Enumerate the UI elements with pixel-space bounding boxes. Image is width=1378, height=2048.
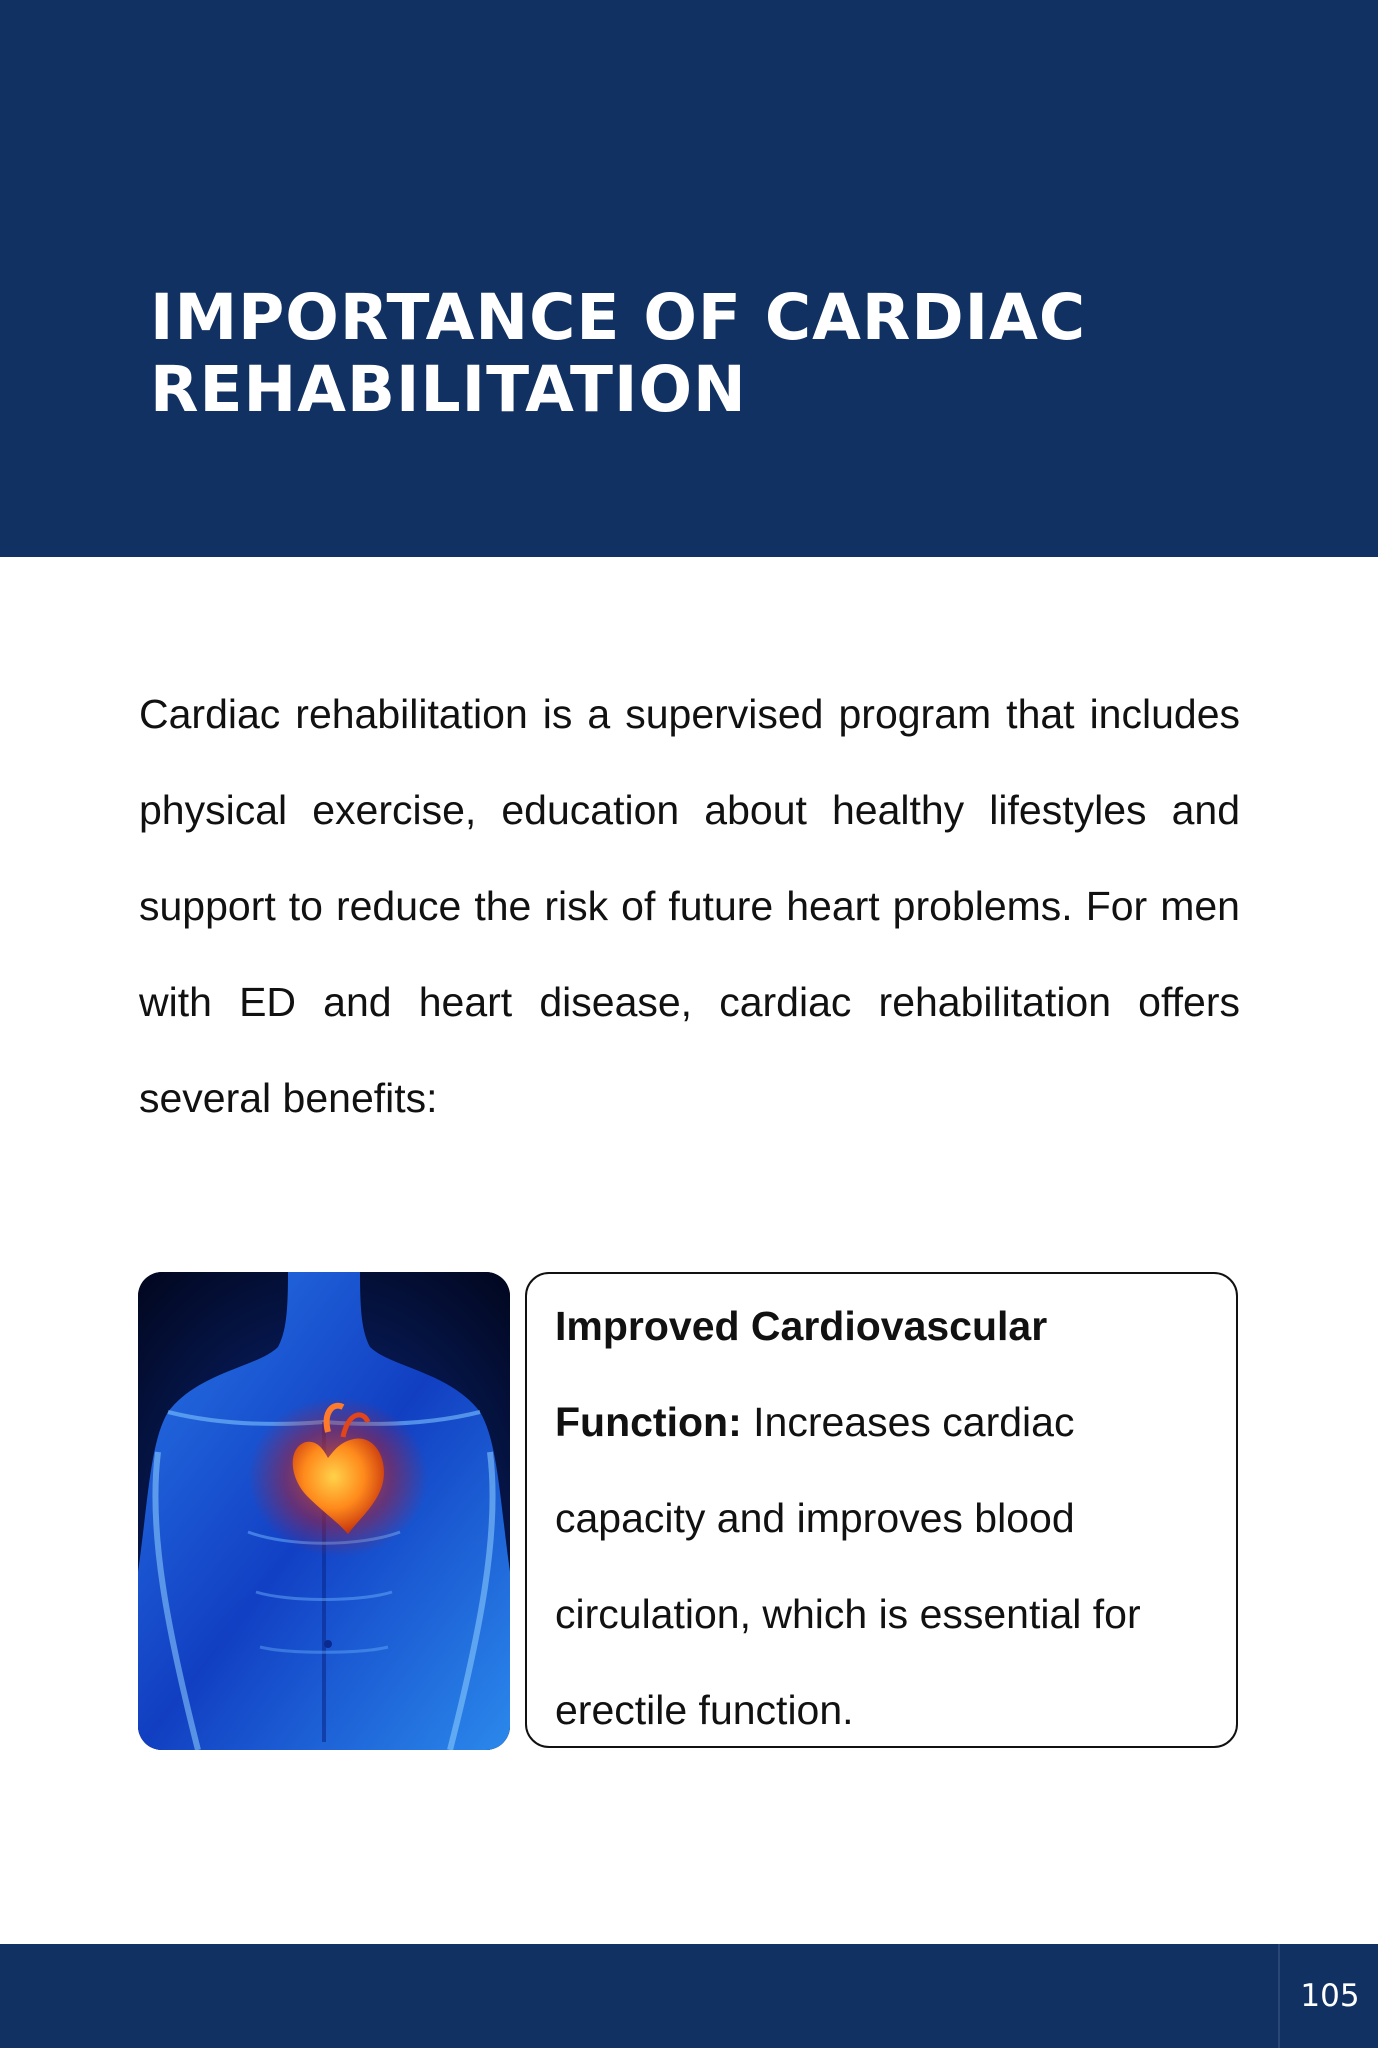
intro-paragraph: Cardiac rehabilitation is a supervised program that includes physical exercise, education about healthy lifestyles and support to reduce the risk of future heart problems. For men with ED and heart disease, cardiac rehabilitation offers several benefits: [139, 691, 1240, 1121]
header-banner [0, 0, 1378, 557]
benefit-heading: Improved Cardiovascular Function: [555, 1303, 1048, 1445]
footer-divider [1278, 1944, 1280, 2048]
heart-anatomy-image [138, 1272, 510, 1750]
footer-bar [0, 1944, 1378, 2048]
page-number: 105 [1300, 1978, 1360, 2014]
benefit-callout [525, 1272, 1238, 1748]
benefit-body: Increases cardiac capacity and improves blood circulation, which is essential for erectile function. [555, 1399, 1141, 1733]
benefit-text [555, 1278, 1208, 1758]
page-title: IMPORTANCE OF CARDIAC REHABILITATION [150, 281, 1087, 426]
